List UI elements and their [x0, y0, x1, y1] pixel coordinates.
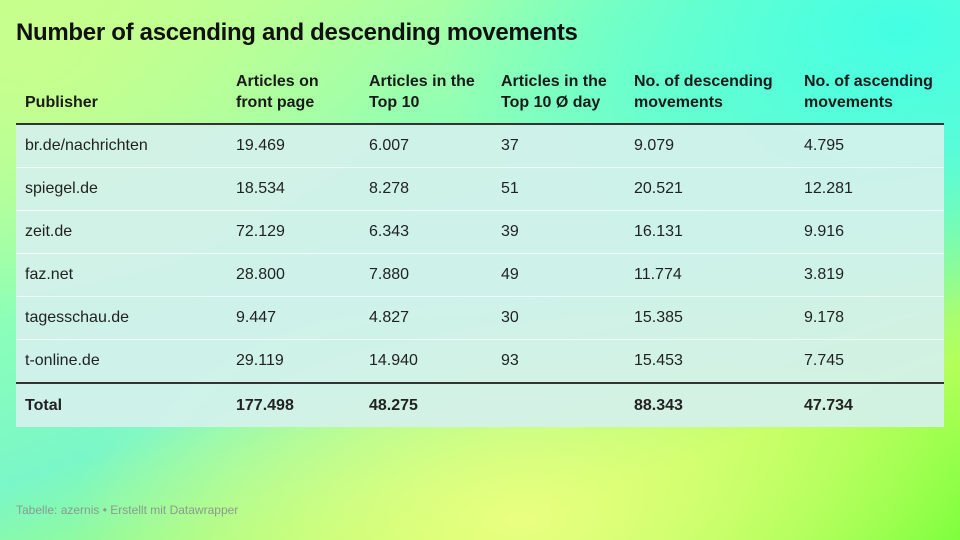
- front-page-cell: 72.129: [227, 211, 360, 254]
- publisher-cell: zeit.de: [16, 211, 227, 254]
- total-ascending-cell: 47.734: [795, 383, 944, 427]
- total-descending-cell: 88.343: [625, 383, 795, 427]
- descending-cell: 11.774: [625, 254, 795, 297]
- column-header-ascending[interactable]: No. of ascending movements: [795, 72, 944, 124]
- table-row: [16, 340, 944, 384]
- top10-day-cell: 93: [492, 340, 625, 384]
- total-top10-cell: 48.275: [360, 383, 492, 427]
- ascending-cell: 9.178: [795, 297, 944, 340]
- ascending-cell: 3.819: [795, 254, 944, 297]
- ascending-cell: 4.795: [795, 124, 944, 168]
- publisher-cell: br.de/nachrichten: [16, 124, 227, 168]
- front-page-cell: 19.469: [227, 124, 360, 168]
- table-row: [16, 297, 944, 340]
- top10-day-cell: 30: [492, 297, 625, 340]
- column-header-publisher[interactable]: Publisher: [16, 72, 227, 124]
- publisher-cell: faz.net: [16, 254, 227, 297]
- publisher-cell: t-online.de: [16, 340, 227, 384]
- column-header-top10[interactable]: Articles in the Top 10: [360, 72, 492, 124]
- ascending-cell: 7.745: [795, 340, 944, 384]
- descending-cell: 15.385: [625, 297, 795, 340]
- chart-title: Number of ascending and descending movements: [16, 19, 578, 46]
- top10-day-cell: 37: [492, 124, 625, 168]
- ascending-cell: 12.281: [795, 168, 944, 211]
- top10-cell: 7.880: [360, 254, 492, 297]
- descending-cell: 9.079: [625, 124, 795, 168]
- total-row: [16, 383, 944, 427]
- ascending-cell: 9.916: [795, 211, 944, 254]
- table-body: [16, 124, 944, 427]
- total-publisher-cell: Total: [16, 383, 227, 427]
- header-row: [16, 72, 944, 124]
- top10-day-cell: 39: [492, 211, 625, 254]
- table-row: [16, 211, 944, 254]
- table-row: [16, 124, 944, 168]
- top10-cell: 6.007: [360, 124, 492, 168]
- front-page-cell: 28.800: [227, 254, 360, 297]
- data-table: [16, 72, 944, 427]
- descending-cell: 16.131: [625, 211, 795, 254]
- total-top10-day-cell: [492, 383, 625, 427]
- top10-cell: 4.827: [360, 297, 492, 340]
- column-header-descending[interactable]: No. of descending movements: [625, 72, 795, 124]
- top10-cell: 14.940: [360, 340, 492, 384]
- front-page-cell: 9.447: [227, 297, 360, 340]
- top10-day-cell: 49: [492, 254, 625, 297]
- top10-cell: 6.343: [360, 211, 492, 254]
- descending-cell: 20.521: [625, 168, 795, 211]
- top10-day-cell: 51: [492, 168, 625, 211]
- publisher-cell: tagesschau.de: [16, 297, 227, 340]
- top10-cell: 8.278: [360, 168, 492, 211]
- footer-credit: Tabelle: azernis • Erstellt mit Datawrapper: [16, 503, 239, 517]
- publisher-cell: spiegel.de: [16, 168, 227, 211]
- front-page-cell: 18.534: [227, 168, 360, 211]
- front-page-cell: 29.119: [227, 340, 360, 384]
- column-header-top10-day[interactable]: Articles in the Top 10 Ø day: [492, 72, 625, 124]
- column-header-front-page[interactable]: Articles on front page: [227, 72, 360, 124]
- descending-cell: 15.453: [625, 340, 795, 384]
- table-row: [16, 254, 944, 297]
- total-front-page-cell: 177.498: [227, 383, 360, 427]
- table-row: [16, 168, 944, 211]
